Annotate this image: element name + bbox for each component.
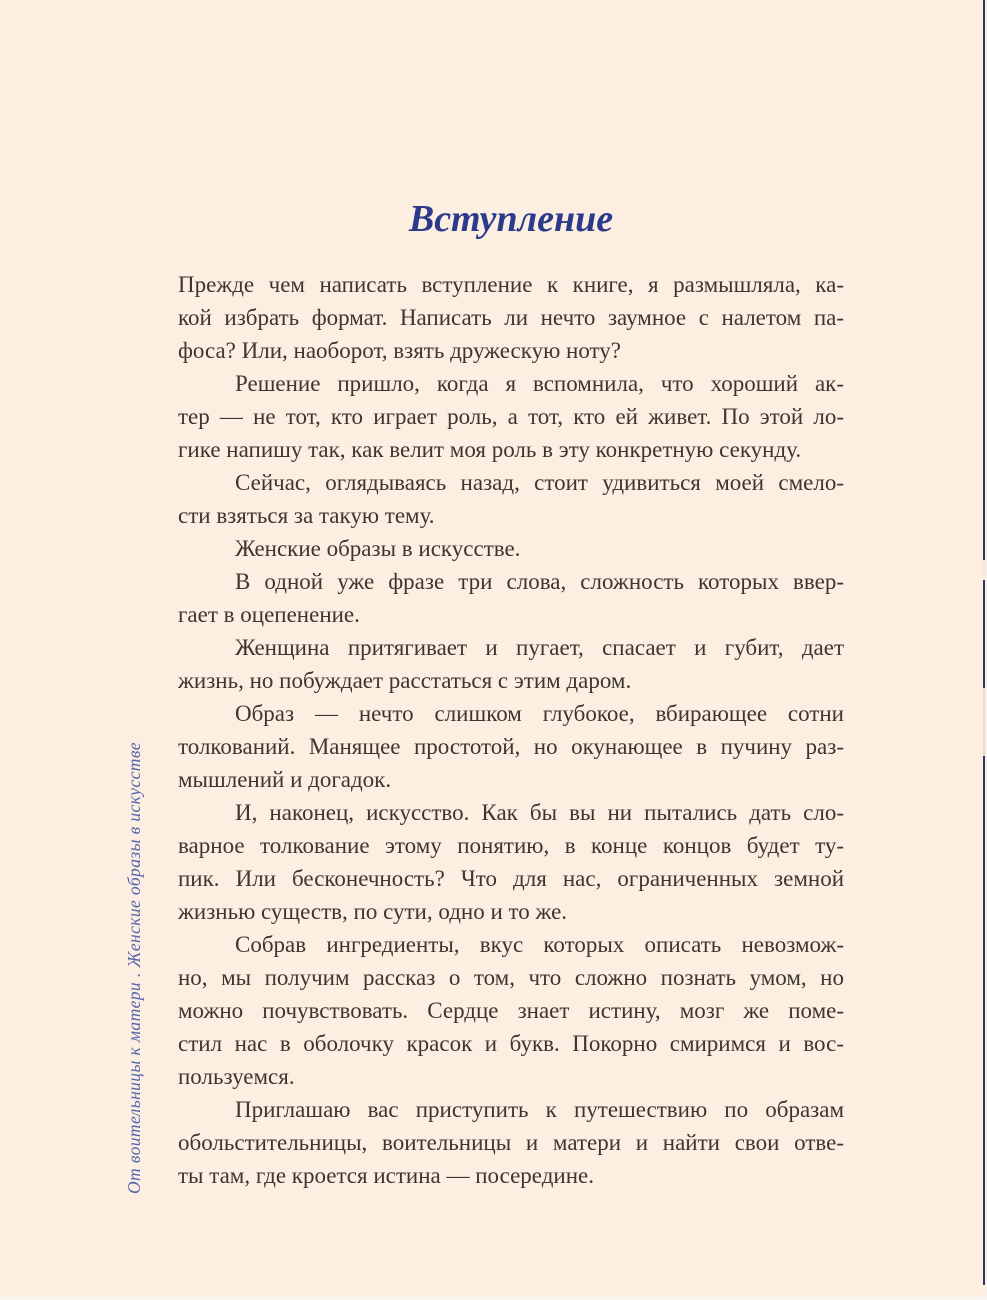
paragraph (178, 631, 844, 697)
text-line: И, наконец, искусство. Как бы вы ни пытались дать сло- (235, 800, 844, 825)
text-line: Решение пришло, когда я вспомнила, что хороший ак- (235, 371, 844, 396)
text-line: мышлений и догадок. (178, 767, 392, 792)
paragraph (178, 268, 844, 367)
text-line: тер — не тот, кто играет роль, а тот, кто ей живет. По этой ло- (178, 404, 844, 429)
text-line: стил нас в оболочку красок и букв. Покорно смиримся и вос- (178, 1031, 844, 1056)
chapter-title: Вступление (408, 198, 614, 240)
text-line: пользуемся. (178, 1064, 295, 1089)
text-line: ты там, где кроется истина — посередине. (178, 1163, 594, 1188)
page-edge-scan-artifact (983, 560, 985, 580)
text-line: В одной уже фразе три слова, сложность которых ввер- (235, 569, 844, 594)
text-line: обольстительницы, воительницы и матери и найти свои отве- (178, 1130, 844, 1155)
text-line: сти взяться за такую тему. (178, 503, 435, 528)
paragraph (178, 565, 844, 631)
paragraph (178, 466, 844, 532)
paragraph (178, 532, 844, 565)
text-line: но, мы получим рассказ о том, что сложно познать умом, но (178, 965, 844, 990)
paragraph (178, 697, 844, 796)
text-line: Женские образы в искусстве. (235, 536, 521, 561)
text-line: кой избрать формат. Написать ли нечто заумное с налетом па- (178, 305, 844, 330)
text-line: жизнью существ, по сути, одно и то же. (178, 899, 568, 924)
text-line: гает в оцепенение. (178, 602, 360, 627)
text-line: Собрав ингредиенты, вкус которых описать невозмож- (235, 932, 844, 957)
body-text (178, 268, 844, 1192)
text-line: Приглашаю вас приступить к путешествию по образам (235, 1097, 844, 1122)
text-line: варное толкование этому понятию, в конце концов будет ту- (178, 833, 844, 858)
text-line: Сейчас, оглядываясь назад, стоит удивиться моей смело- (235, 470, 844, 495)
text-line: Прежде чем написать вступление к книге, я размышляла, ка- (178, 272, 844, 297)
text-line: фоса? Или, наоборот, взять дружескую ноту? (178, 338, 621, 363)
sidebar-vertical-text: От воительницы к матери . Женские образы в искусстве (124, 742, 144, 1194)
text-line: жизнь, но побуждает расстаться с этим даром. (178, 668, 632, 693)
text-line: Женщина притягивает и пугает, спасает и губит, дает (235, 635, 844, 660)
text-line: гике напишу так, как велит моя роль в эту конкретную секунду. (178, 437, 802, 462)
paragraph (178, 367, 844, 466)
page-edge-scan-artifact (983, 688, 985, 756)
paragraph (178, 1093, 844, 1192)
text-line: можно почувствовать. Сердце знает истину, мозг же поме- (178, 998, 844, 1023)
text-line: толкований. Манящее простотой, но окунающее в пучину раз- (178, 734, 844, 759)
paragraph (178, 928, 844, 1093)
text-line: пик. Или бесконечность? Что для нас, ограниченных земной (178, 866, 844, 891)
paragraph (178, 796, 844, 928)
text-line: Образ — нечто слишком глубокое, вбирающее сотни (235, 701, 844, 726)
